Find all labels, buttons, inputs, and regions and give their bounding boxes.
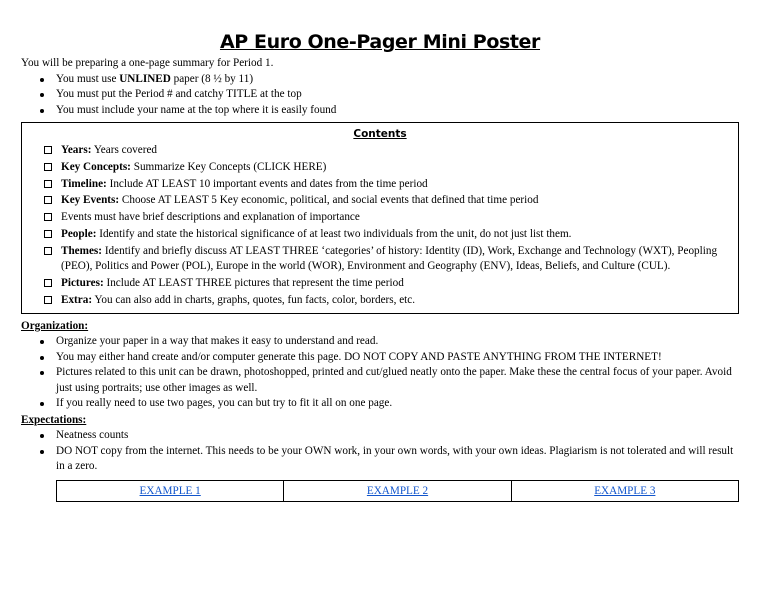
list-item: Organize your paper in a way that makes it easy to understand and read.	[56, 334, 739, 350]
item-label: Key Concepts:	[61, 160, 131, 173]
list-item: Pictures related to this unit can be drawn, photoshopped, printed and cut/glued neatly onto the paper. Make these the central focus of your paper. Avoid just using portraits; use other images as well.	[56, 365, 739, 396]
examples-table	[56, 480, 739, 502]
checkbox[interactable]	[44, 230, 52, 238]
item-text: Identify and briefly discuss AT LEAST THREE ‘categories’ of history: Identity (ID), Work, Exchange and Technology (WXT), Peopling (PEO), Politics and Power (POL), Europe in the world (WOR), Environment and Geography (ENV), Ideas, Beliefs, and Culture (CUL).	[61, 244, 718, 273]
rule-text-after: paper (8 ½ by 11)	[170, 72, 254, 85]
contents-item-event-descriptions	[44, 210, 738, 226]
expectations-list	[21, 428, 739, 475]
item-label: Pictures:	[61, 277, 104, 290]
contents-box	[21, 122, 739, 314]
contents-item-timeline	[44, 177, 738, 193]
item-label: Timeline:	[61, 177, 107, 190]
item-text: Identify and state the historical significance of at least two individuals from the unit, do not just list them.	[96, 227, 572, 240]
example-cell	[284, 481, 511, 501]
rules-list	[21, 72, 739, 119]
checkbox[interactable]	[44, 247, 52, 255]
item-label: Extra:	[61, 293, 93, 306]
item-text: You can also add in charts, graphs, quotes, fun facts, color, borders, etc.	[92, 293, 416, 306]
organization-list	[21, 334, 739, 412]
contents-heading: Contents	[353, 128, 407, 140]
checkbox[interactable]	[44, 296, 52, 304]
example-2-link[interactable]: EXAMPLE 2	[366, 484, 429, 497]
checkbox[interactable]	[44, 196, 52, 204]
rule-text: You must include your name at the top where it is easily found	[56, 103, 337, 116]
contents-item-key-concepts	[44, 160, 738, 176]
example-1-link[interactable]: EXAMPLE 1	[139, 484, 201, 497]
document-page	[21, 0, 739, 502]
example-cell	[512, 481, 738, 501]
checkbox[interactable]	[44, 213, 52, 221]
organization-heading: Organization:	[21, 319, 89, 332]
item-label: Years:	[61, 144, 92, 156]
list-item: You may either hand create and/or computer generate this page. DO NOT COPY AND PASTE ANYTHING FROM THE INTERNET!	[56, 350, 739, 366]
contents-item-extra	[44, 293, 738, 309]
page-title: AP Euro One-Pager Mini Poster	[219, 31, 541, 53]
example-cell	[57, 481, 284, 501]
item-text: Years covered	[91, 144, 158, 156]
rule-item	[56, 72, 739, 88]
contents-item-themes	[44, 244, 738, 275]
item-text: Events must have brief descriptions and explanation of importance	[61, 211, 360, 224]
contents-item-years	[44, 143, 738, 159]
contents-item-pictures	[44, 276, 738, 292]
rule-text: You must put the Period # and catchy TITLE at the top	[56, 88, 302, 100]
rule-item	[56, 87, 739, 103]
item-label: Key Events:	[61, 194, 120, 207]
item-text: Summarize Key Concepts (CLICK HERE)	[130, 160, 327, 173]
list-item: If you really need to use two pages, you can but try to fit it all on one page.	[56, 396, 739, 412]
list-item: DO NOT copy from the internet. This needs to be your OWN work, in your own words, with your own ideas. Plagiarism is not tolerated and will result in a zero.	[56, 444, 739, 475]
rule-bold-text: UNLINED	[119, 72, 171, 85]
expectations-heading: Expectations:	[21, 413, 87, 426]
intro-text: You will be preparing a one-page summary for Period 1.	[21, 57, 274, 69]
list-item: Neatness counts	[56, 428, 739, 444]
item-text: Include AT LEAST 10 important events and dates from the time period	[106, 177, 428, 190]
item-label: People:	[61, 227, 97, 240]
contents-item-people	[44, 227, 738, 243]
rule-text: You must use	[56, 72, 120, 85]
item-label: Themes:	[61, 244, 103, 257]
checkbox[interactable]	[44, 180, 52, 188]
rule-item	[56, 103, 739, 119]
contents-item-key-events	[44, 193, 738, 209]
checkbox[interactable]	[44, 279, 52, 287]
example-3-link[interactable]: EXAMPLE 3	[594, 484, 656, 497]
item-text: Choose AT LEAST 5 Key economic, political, and social events that defined that time period	[119, 194, 539, 207]
checkbox[interactable]	[44, 163, 52, 171]
item-text: Include AT LEAST THREE pictures that represent the time period	[103, 277, 404, 290]
checkbox[interactable]	[44, 146, 52, 154]
